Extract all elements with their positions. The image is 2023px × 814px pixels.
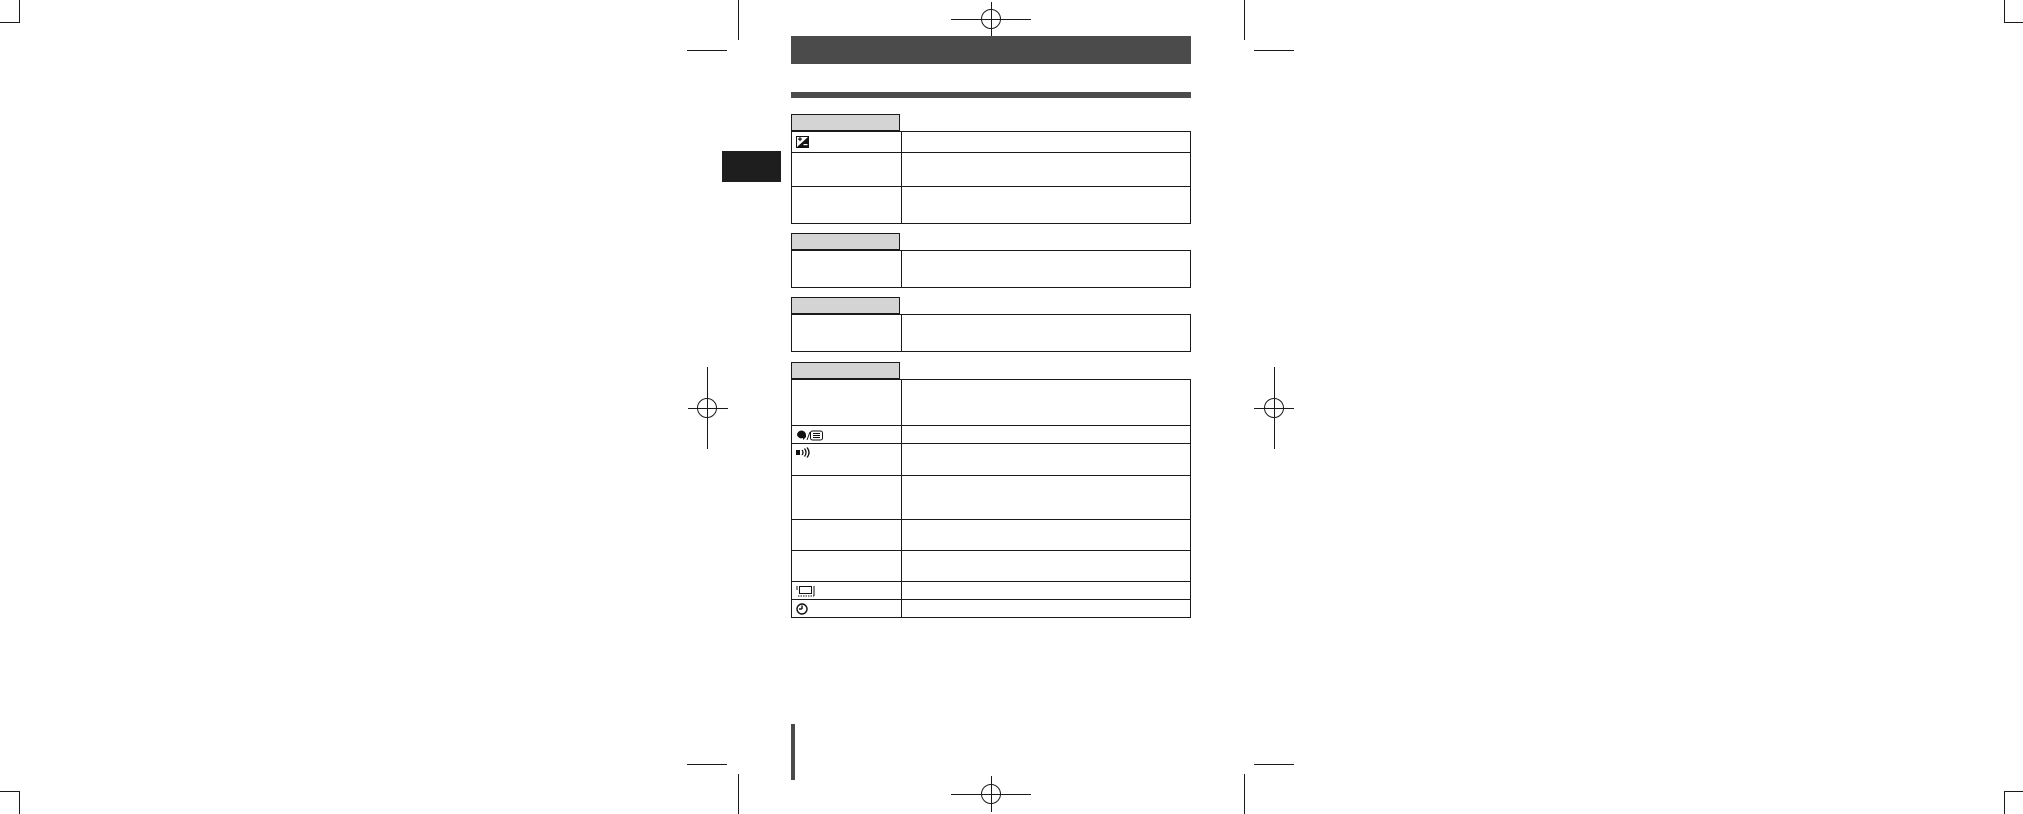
- row-value: [902, 132, 1191, 153]
- clock-icon: [796, 603, 808, 615]
- row-label: [792, 187, 902, 224]
- table-row: [792, 476, 1191, 520]
- monitor-brightness-icon: [796, 585, 816, 597]
- header-title: [791, 42, 799, 57]
- settings-table-4: [791, 379, 1191, 618]
- side-tab: [722, 151, 781, 182]
- row-value: [902, 380, 1191, 426]
- row-label: [792, 551, 902, 582]
- row-label: [792, 476, 902, 520]
- table-row: [792, 582, 1191, 600]
- row-label: [792, 251, 902, 288]
- table-row: [792, 315, 1191, 352]
- row-label: [792, 153, 902, 187]
- row-label-cell: [792, 426, 902, 444]
- settings-table-3: [791, 314, 1191, 352]
- table-row: [792, 551, 1191, 582]
- row-value: [902, 426, 1191, 444]
- exposure-compensation-icon: [796, 136, 809, 148]
- group-tab-1: [791, 114, 900, 131]
- settings-table-1: [791, 131, 1191, 224]
- row-value: [902, 600, 1191, 618]
- row-value: [902, 315, 1191, 352]
- table-row: [792, 251, 1191, 288]
- row-value: [902, 251, 1191, 288]
- table-row: [792, 600, 1191, 618]
- table-row: [792, 426, 1191, 444]
- table-row: [792, 380, 1191, 426]
- row-label-cell: [792, 582, 902, 600]
- row-value: [902, 476, 1191, 520]
- row-label: [792, 315, 902, 352]
- table-row: [792, 444, 1191, 476]
- row-value: [902, 153, 1191, 187]
- table-row: [792, 153, 1191, 187]
- page-marker: [791, 724, 795, 780]
- row-value: [902, 187, 1191, 224]
- row-label-cell: [792, 444, 902, 476]
- section-rule: [791, 92, 1191, 98]
- sound-volume-icon: [796, 447, 810, 458]
- header-bar: [791, 36, 1191, 64]
- row-value: [902, 551, 1191, 582]
- group-tab-2: [791, 233, 900, 250]
- voice-memo-icon: [796, 429, 826, 441]
- settings-table-2: [791, 250, 1191, 288]
- row-value: [902, 444, 1191, 476]
- table-row: [792, 187, 1191, 224]
- row-label-cell: [792, 132, 902, 153]
- row-label: [792, 380, 902, 426]
- table-row: [792, 132, 1191, 153]
- row-value: [902, 520, 1191, 551]
- group-tab-3: [791, 297, 900, 314]
- row-label: [792, 520, 902, 551]
- row-value: [902, 582, 1191, 600]
- group-tab-4: [791, 362, 900, 379]
- table-row: [792, 520, 1191, 551]
- row-label-cell: [792, 600, 902, 618]
